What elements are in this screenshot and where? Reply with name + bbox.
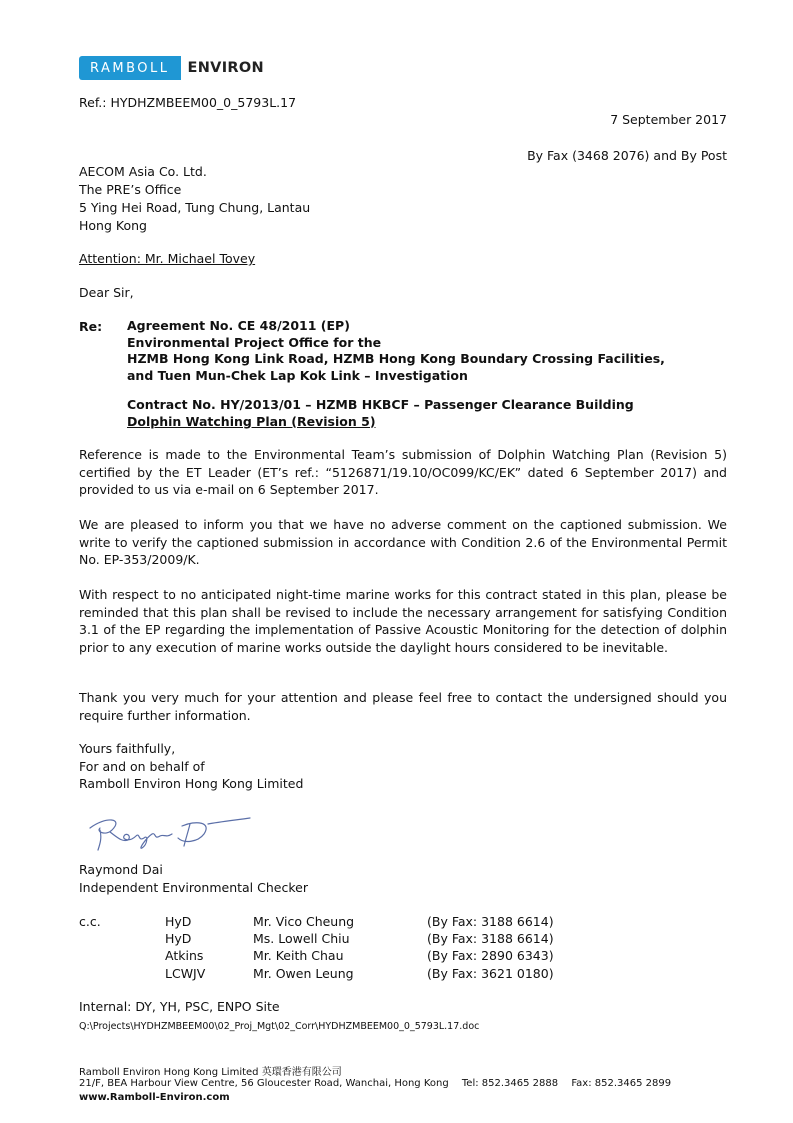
- signatory-name: Raymond Dai: [79, 862, 163, 877]
- cc-row: [0, 966, 793, 983]
- re-subject-block: [127, 318, 665, 384]
- cc-fax: (By Fax: 3621 0180): [427, 966, 554, 981]
- delivery-method: By Fax (3468 2076) and By Post: [527, 148, 727, 163]
- body-paragraph-3: With respect to no anticipated night-time marine works for this contract stated in this plan, please be reminded that this plan shall be revised to include the necessary arrangement for satisfying Condition 3.1 of the EP regarding the implementation of Passive Acoustic Monitoring for the detection of dolphin prior to any execution of marine works outside the daylight hours considered to be inevitable.: [79, 587, 727, 655]
- footer-address: 21/F, BEA Harbour View Centre, 56 Gloucester Road, Wanchai, Hong Kong: [79, 1078, 449, 1089]
- contract-block: [127, 397, 634, 430]
- file-path: Q:\Projects\HYDHZMBEEM00\02_Proj_Mgt\02_Corr\HYDHZMBEEM00_0_5793L.17.doc: [79, 1021, 480, 1032]
- closing-block: [79, 740, 303, 793]
- re-line: and Tuen Mun-Chek Lap Kok Link – Investigation: [127, 367, 468, 383]
- address-line: Hong Kong: [79, 218, 147, 233]
- handwritten-signature: [86, 808, 256, 858]
- cc-fax: (By Fax: 2890 6343): [427, 948, 554, 963]
- logo-word: ENVIRON: [187, 60, 264, 76]
- body-paragraph-4: Thank you very much for your attention and please feel free to contact the undersigned should you require further information.: [79, 690, 727, 723]
- cc-row: [0, 948, 793, 965]
- subject-line: Dolphin Watching Plan (Revision 5): [127, 413, 376, 429]
- footer-tel: Tel: 852.3465 2888: [461, 1078, 559, 1089]
- re-line: Agreement No. CE 48/2011 (EP): [127, 318, 350, 333]
- re-line: HZMB Hong Kong Link Road, HZMB Hong Kong Boundary Crossing Facilities,: [127, 351, 665, 366]
- footer-website-link[interactable]: www.Ramboll-Environ.com: [79, 1092, 230, 1103]
- logo-box-text: RAMBOLL: [79, 56, 181, 80]
- footer-contact-line: [79, 1078, 671, 1089]
- closing-line: Ramboll Environ Hong Kong Limited: [79, 776, 304, 791]
- address-line: The PRE’s Office: [79, 182, 182, 197]
- body-paragraph-2: We are pleased to inform you that we have no adverse comment on the captioned submission. We write to verify the captioned submission in accordance with Condition 2.6 of the Environmental Permit No. EP-353/2009/K.: [79, 517, 727, 567]
- recipient-address: [79, 163, 310, 235]
- re-line: Environmental Project Office for the: [127, 334, 382, 350]
- cc-org: HyD: [165, 914, 192, 929]
- internal-distribution: Internal: DY, YH, PSC, ENPO Site: [79, 999, 280, 1014]
- closing-line: Yours faithfully,: [79, 741, 176, 756]
- cc-org: HyD: [165, 931, 192, 946]
- letter-date: 7 September 2017: [610, 112, 727, 127]
- cc-name: Mr. Keith Chau: [253, 948, 344, 963]
- cc-name: Mr. Owen Leung: [253, 966, 354, 981]
- company-logo: [79, 56, 264, 80]
- cc-fax: (By Fax: 3188 6614): [427, 931, 554, 946]
- body-paragraph-1: Reference is made to the Environmental Team’s submission of Dolphin Watching Plan (Revision 5) certified by the ET Leader (ET’s ref.: “5126871/19.10/OC099/KC/EK” dated 6 September 2017) and provided to us via e-mail on 6 September 2017.: [79, 447, 727, 497]
- cc-org: Atkins: [165, 948, 204, 963]
- cc-label: c.c.: [79, 914, 101, 929]
- footer-company: Ramboll Environ Hong Kong Limited 英環香港有限公司: [79, 1067, 342, 1078]
- cc-fax: (By Fax: 3188 6614): [427, 914, 554, 929]
- address-line: 5 Ying Hei Road, Tung Chung, Lantau: [79, 200, 311, 215]
- signatory-title: Independent Environmental Checker: [79, 880, 308, 895]
- re-label: Re:: [79, 319, 103, 334]
- address-line: AECOM Asia Co. Ltd.: [79, 164, 207, 179]
- salutation: Dear Sir,: [79, 285, 134, 300]
- cc-row: [0, 914, 793, 931]
- attention-line: Attention: Mr. Michael Tovey: [79, 251, 256, 266]
- cc-row: [0, 931, 793, 948]
- signatory-block: [79, 861, 308, 897]
- reference-number: Ref.: HYDHZMBEEM00_0_5793L.17: [79, 95, 297, 110]
- closing-line: For and on behalf of: [79, 758, 205, 774]
- cc-org: LCWJV: [165, 966, 206, 981]
- cc-name: Ms. Lowell Chiu: [253, 931, 350, 946]
- cc-name: Mr. Vico Cheung: [253, 914, 355, 929]
- footer-fax: Fax: 852.3465 2899: [571, 1078, 672, 1089]
- contract-line: Contract No. HY/2013/01 – HZMB HKBCF – Passenger Clearance Building: [127, 397, 634, 412]
